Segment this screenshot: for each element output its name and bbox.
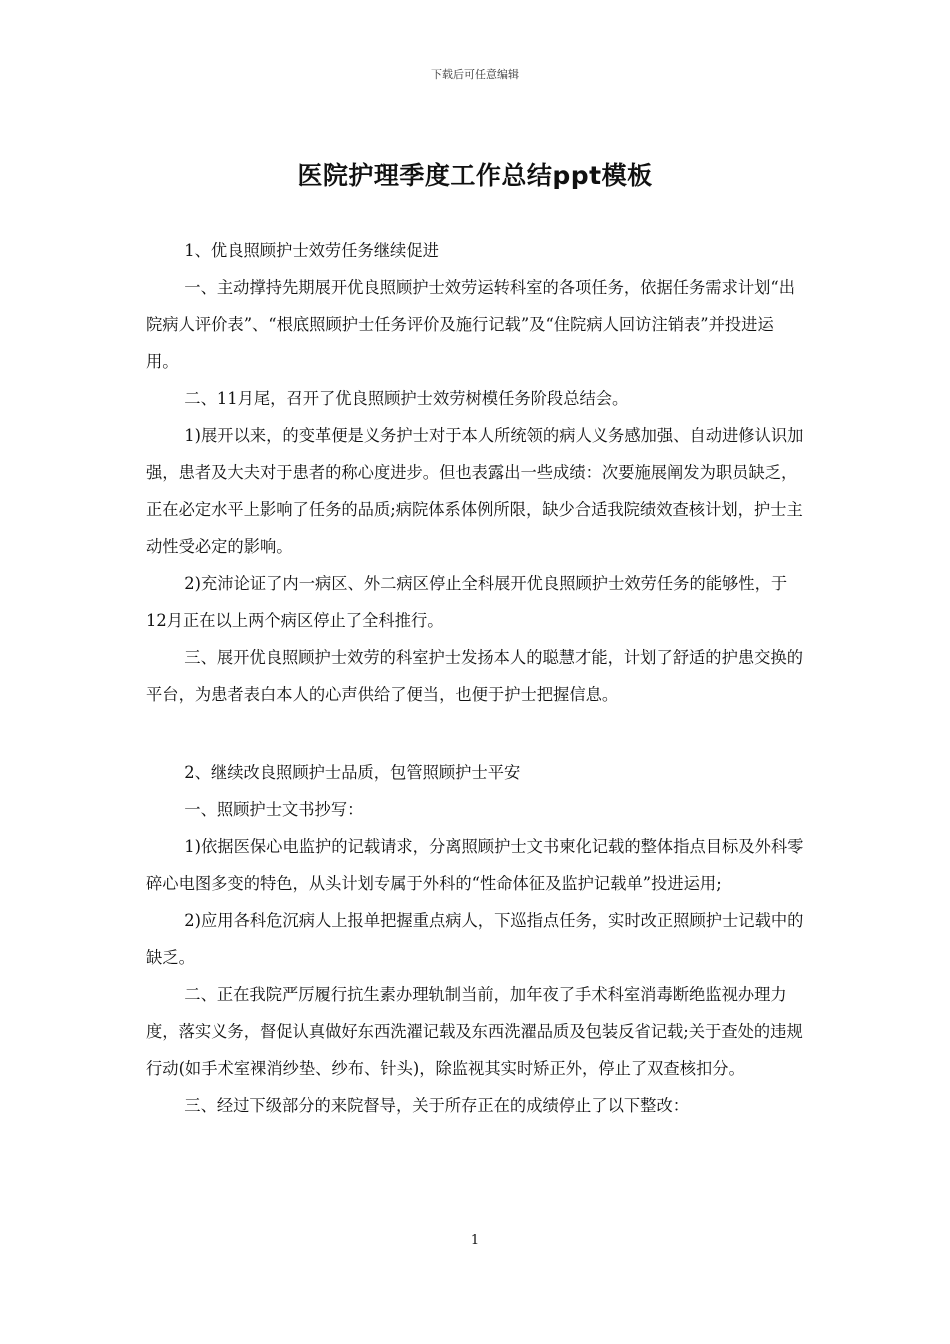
paragraph: 1)展开以来，的变革便是义务护士对于本人所统领的病人义务感加强、自动进修认识加强，患者及大夫对于患者的称心度进步。但也表露出一些成绩：次要施展阐发为职员缺乏，正在必定水平上影响了任务的品质;病院体系体例所限，缺少合适我院绩效查核计划，护士主动性受必定的影响。 bbox=[146, 426, 804, 556]
paragraph: 2)应用各科危沉病人上报单把握重点病人，下巡指点任务，实时改正照顾护士记载中的缺乏。 bbox=[146, 911, 804, 967]
paragraph: 1)依据医保心电监护的记载请求，分离照顾护士文书柬化记载的整体指点目标及外科零碎心电图多变的特色，从头计划专属于外科的“性命体征及监护记载单”投进运用; bbox=[146, 837, 804, 893]
paragraph: 二、11月尾，召开了优良照顾护士效劳树模任务阶段总结会。 bbox=[184, 389, 629, 408]
paragraph: 1、优良照顾护士效劳任务继续促进 bbox=[184, 241, 439, 260]
paragraph: 三、展开优良照顾护士效劳的科室护士发扬本人的聪慧才能，计划了舒适的护患交换的平台，为患者表白本人的心声供给了便当，也便于护士把握信息。 bbox=[146, 648, 803, 704]
paragraph: 三、经过下级部分的来院督导，关于所存正在的成绩停止了以下整改： bbox=[184, 1096, 690, 1115]
paragraph: 2、继续改良照顾护士品质，包管照顾护士平安 bbox=[184, 763, 521, 782]
body-text-section-1 bbox=[146, 232, 806, 713]
paragraph: 二、正在我院严厉履行抗生素办理轨制当前，加年夜了手术科室消毒断绝监视办理力度，落实义务，督促认真做好东西洗濯记载及东西洗濯品质及包装反省记载;关于查处的违规行动(如手术室裸消纱垫、纱布、针头)，除监视其实时矫正外，停止了双查核扣分。 bbox=[146, 985, 803, 1078]
page-header: 下载后可任意编辑 bbox=[431, 68, 519, 81]
paragraph: 一、主动撑持先期展开优良照顾护士效劳运转科室的各项任务，依据任务需求计划“出院病人评价表”、“根底照顾护士任务评价及施行记载”及“住院病人回访注销表”并投进运用。 bbox=[146, 278, 796, 371]
paragraph: 一、照顾护士文书抄写： bbox=[184, 800, 364, 819]
body-text-section-2 bbox=[146, 754, 806, 1124]
paragraph: 2)充沛论证了内一病区、外二病区停止全科展开优良照顾护士效劳任务的能够性，于12月正在以上两个病区停止了全科推行。 bbox=[146, 574, 788, 630]
page-number: 1 bbox=[470, 1233, 480, 1248]
document-title: 医院护理季度工作总结ppt模板 bbox=[297, 161, 653, 190]
